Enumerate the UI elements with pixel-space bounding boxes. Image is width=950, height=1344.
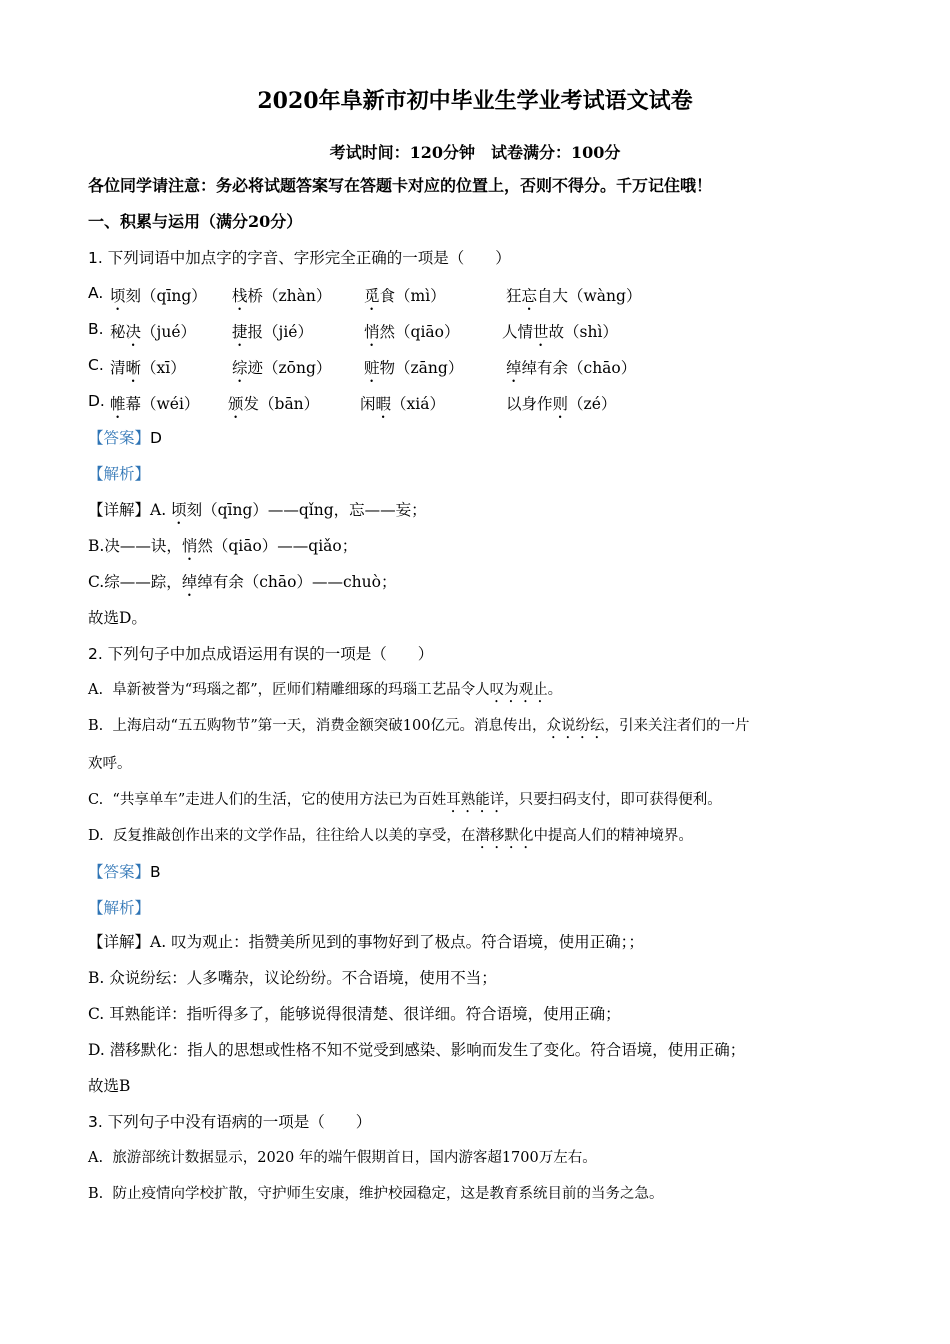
word: 赃物（zāng）: [364, 359, 464, 377]
q3-option-a: A. 旅游部统计数据显示，2020 年的端午假期首日，国内游客超1700万左右。: [88, 1150, 597, 1166]
word: 清晰（xī）: [110, 359, 186, 377]
notice: 各位同学请注意：务必将试题答案写在答题卡对应的位置上，否则不得分。千万记住哦！: [88, 176, 713, 195]
q2-option-b: B. 上海启动“五五购物节”第一天，消费金额突破100亿元。消息传出，众说纷纭，引来关注者们的一片: [88, 718, 750, 734]
word: 以身作则（zé）: [506, 395, 617, 413]
section-heading: 一、积累与运用（满分20分）: [88, 212, 303, 231]
word: 狂忘自大（wàng）: [506, 287, 642, 305]
word: 捷报（jié）: [232, 323, 313, 341]
word: 秘决（jué）: [110, 323, 196, 341]
q2-option-a: A. 阜新被誉为“玛瑙之都”，匠师们精雕细琢的玛瑙工艺品令人叹为观止。: [88, 682, 563, 698]
q2-detail-2: B. 众说纷纭：人多嘴杂，议论纷纷。不合语境，使用不当；: [88, 969, 497, 987]
option-label: D.: [88, 392, 105, 410]
option-label: B.: [88, 320, 104, 338]
exam-info: 考试时间：120分钟 试卷满分：100分: [329, 143, 621, 162]
q2-detail-1: 【详解】A. 叹为观止：指赞美所见到的事物好到了极点。符合语境，使用正确；；: [88, 933, 644, 951]
q1-analysis-tag: 【解析】: [88, 465, 151, 483]
q1-detail-3: C.综——踪，绰绰有余（chāo）——chuò；: [88, 573, 397, 591]
q2-option-d: D. 反复推敲创作出来的文学作品，往往给人以美的享受，在潜移默化中提高人们的精神境界。: [88, 828, 693, 844]
q2-answer: 【答案】B: [88, 863, 161, 881]
word: 顷刻（qīng）: [110, 287, 207, 305]
word: 栈桥（zhàn）: [232, 287, 332, 305]
q3-option-b: B. 防止疫情向学校扩散，守护师生安康，维护校园稳定，这是教育系统目前的当务之急。: [88, 1186, 664, 1202]
q2-analysis-tag: 【解析】: [88, 899, 151, 917]
question-number: 3.: [88, 1113, 103, 1131]
q1-answer: 【答案】D: [88, 429, 162, 447]
word: 觅食（mì）: [364, 287, 446, 305]
question-text: 下列句子中没有语病的一项是（ ）: [107, 1113, 372, 1131]
question-2-stem: [88, 644, 433, 664]
question-number: 2.: [88, 645, 103, 663]
word: 颁发（bān）: [228, 395, 320, 413]
q2-detail-4: D. 潜移默化：指人的思想或性格不知不觉受到感染、影响而发生了变化。符合语境，使用正确；: [88, 1041, 746, 1059]
word: 综迹（zōng）: [232, 359, 332, 377]
q1-detail-1: 【详解】A. 顷刻（qīng）——qǐng，忘——妄；: [88, 501, 427, 519]
question-1-stem: [88, 248, 511, 268]
q1-conclusion: 故选D。: [88, 609, 147, 627]
option-label: A.: [88, 284, 104, 302]
question-text: 下列句子中加点成语运用有误的一项是（ ）: [107, 645, 434, 663]
question-text: 下列词语中加点字的字音、字形完全正确的一项是（ ）: [107, 249, 511, 267]
question-3-stem: [88, 1112, 371, 1132]
page-title: 2020年阜新市初中毕业生学业考试语文试卷: [257, 88, 693, 114]
q2-option-b-cont: 欢呼。: [88, 756, 132, 772]
word: 绰绰有余（chāo）: [506, 359, 637, 377]
word: 闲暇（xiá）: [360, 395, 445, 413]
word: 帷幕（wéi）: [110, 395, 200, 413]
word: 悄然（qiāo）: [364, 323, 460, 341]
question-number: 1.: [88, 249, 103, 267]
option-label: C.: [88, 356, 104, 374]
q1-detail-2: B.决——诀，悄然（qiāo）——qiǎo；: [88, 537, 358, 555]
word: 人情世故（shì）: [502, 323, 618, 341]
q2-option-c: C. “共享单车”走进人们的生活，它的使用方法已为百姓耳熟能详，只要扫码支付，即可获得便利。: [88, 792, 722, 808]
q2-conclusion: 故选B: [88, 1077, 131, 1095]
q2-detail-3: C. 耳熟能详：指听得多了，能够说得很清楚、很详细。符合语境，使用正确；: [88, 1005, 621, 1023]
